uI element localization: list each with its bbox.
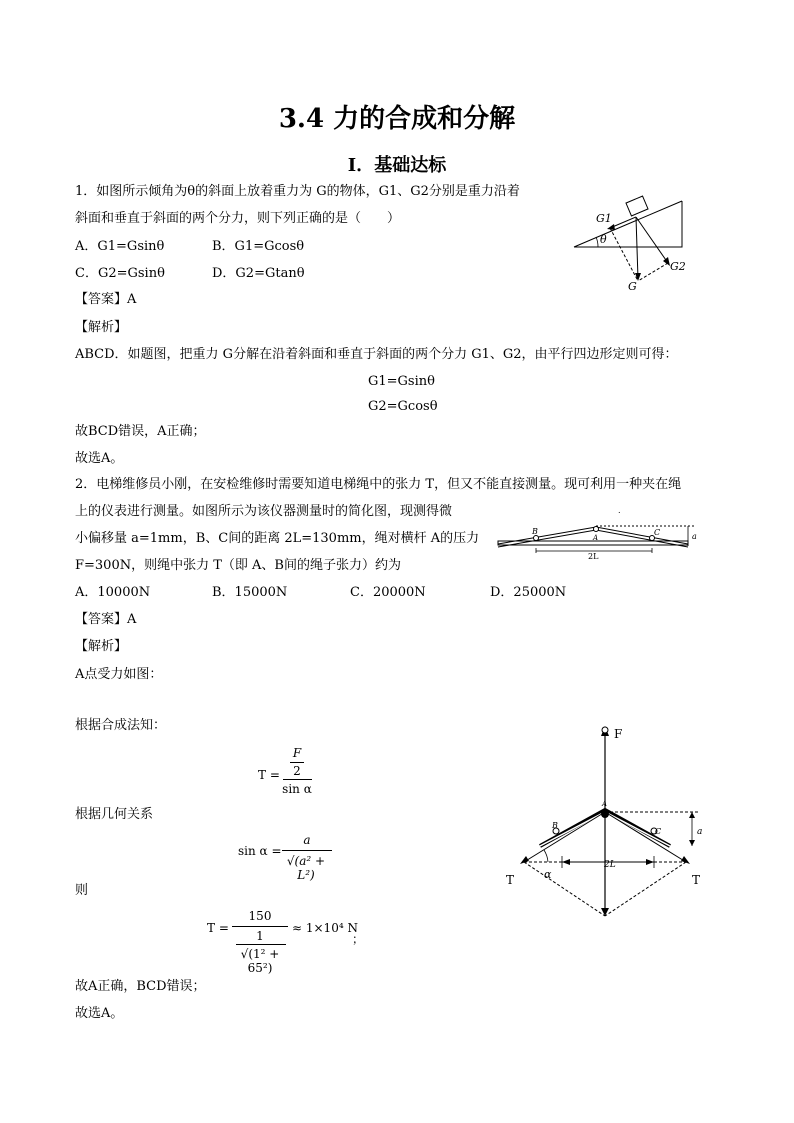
formula3-end: ； (352, 932, 365, 946)
q1-answer: 【答案】A (75, 292, 137, 307)
incline-figure (570, 195, 690, 295)
label-g1: G1 (596, 212, 612, 225)
q2-conclusion-1: 故A正确，BCD错误； (75, 979, 206, 994)
q2-synthesis-text: 根据合成法知： (75, 718, 167, 733)
large-label-2l: 2L (604, 860, 616, 870)
q2-conclusion-2: 故选A。 (75, 1006, 124, 1021)
label-f: F (614, 727, 623, 741)
small-label-dot: . (618, 506, 621, 515)
formula3-rhs: ≈ 1×10⁴ N (292, 921, 358, 935)
q2-answer: 【答案】A (75, 612, 137, 627)
q1-conclusion-2: 故选A。 (75, 451, 124, 466)
formula1-num-2: 2 (293, 764, 301, 778)
q1-equation-1: G1=Gsinθ (368, 374, 435, 389)
meter-force-figure (500, 720, 720, 920)
small-label-c: C (654, 528, 661, 537)
q2-stem-line4: F=300N，则绳中张力 T（即 A、B间的绳子张力）约为 (75, 558, 401, 573)
formula1-den: sin α (282, 782, 312, 796)
label-t-right: T (692, 873, 701, 887)
label-g2: G2 (670, 260, 686, 273)
q2-option-b: B．15000N (212, 585, 288, 600)
large-label-c: C (655, 827, 662, 836)
label-alpha: α (544, 868, 552, 881)
q1-option-a: A．G1=Gsinθ (75, 239, 165, 254)
small-label-b: B (532, 527, 538, 536)
q1-stem-line2: 斜面和垂直于斜面的两个分力，则下列正确的是（ ） (75, 211, 401, 226)
q1-stem-line1: 1．如图所示倾角为θ的斜面上放着重力为 G的物体，G1、G2分别是重力沿着 (75, 184, 520, 199)
label-theta: θ (600, 233, 607, 246)
q1-analysis-text: ABCD．如题图，把重力 G分解在沿着斜面和垂直于斜面的两个分力 G1、G2，由平行四边形定则可得： (75, 347, 678, 362)
q2-option-d: D．25000N (490, 585, 567, 600)
formula3-inner-den: √(1² + 65²) (240, 947, 280, 975)
q2-stem-line2: 上的仪表进行测量。如图所示为该仪器测量时的简化图，现测得微 (75, 504, 453, 519)
q1-option-d: D．G2=Gtanθ (212, 266, 305, 281)
label-g: G (628, 280, 637, 293)
q2-force-text: A点受力如图： (75, 667, 163, 682)
meter-figure-small (496, 506, 706, 561)
small-label-2l: 2L (588, 552, 599, 561)
q2-geometry-text: 根据几何关系 (75, 807, 154, 822)
formula3-num: 150 (248, 909, 272, 923)
q2-stem-line3: 小偏移量 a=1mm，B、C间的距离 2L=130mm，绳对横杆 A的压力 (75, 531, 480, 546)
q1-option-c: C．G2=Gsinθ (75, 266, 165, 281)
formula1-num-f: F (292, 746, 302, 760)
small-label-a-dist: a (692, 532, 697, 541)
page-title: 3.4 力的合成和分解 (278, 104, 516, 134)
formula3-lhs: T = (207, 921, 229, 935)
q1-analysis-label: 【解析】 (75, 320, 128, 335)
q1-equation-2: G2=Gcosθ (368, 399, 438, 414)
q2-analysis-label: 【解析】 (75, 639, 128, 654)
large-label-a-dist: a (697, 827, 703, 837)
formula3-inner-num: 1 (256, 929, 264, 943)
formula2-num: a (303, 833, 311, 847)
formula2-lhs: sin α = (238, 844, 282, 858)
formula1-lhs: T = (258, 768, 280, 782)
section-heading: Ⅰ．基础达标 (347, 155, 447, 176)
q2-option-a: A．10000N (75, 585, 151, 600)
formula2-den: √(a² + L²) (286, 854, 326, 882)
q2-then-text: 则 (75, 883, 89, 898)
q1-conclusion-1: 故BCD错误，A正确； (75, 424, 206, 439)
small-label-a: A (593, 534, 599, 542)
q2-option-c: C．20000N (350, 585, 426, 600)
label-t-left: T (506, 873, 515, 887)
q2-stem-line1: 2．电梯维修员小刚，在安检维修时需要知道电梯绳中的张力 T，但又不能直接测量。现可利用一种夹在绳 (75, 477, 682, 492)
large-label-a-top: A (602, 800, 608, 808)
q1-option-b: B．G1=Gcosθ (212, 239, 305, 254)
large-label-b: B (552, 821, 558, 830)
